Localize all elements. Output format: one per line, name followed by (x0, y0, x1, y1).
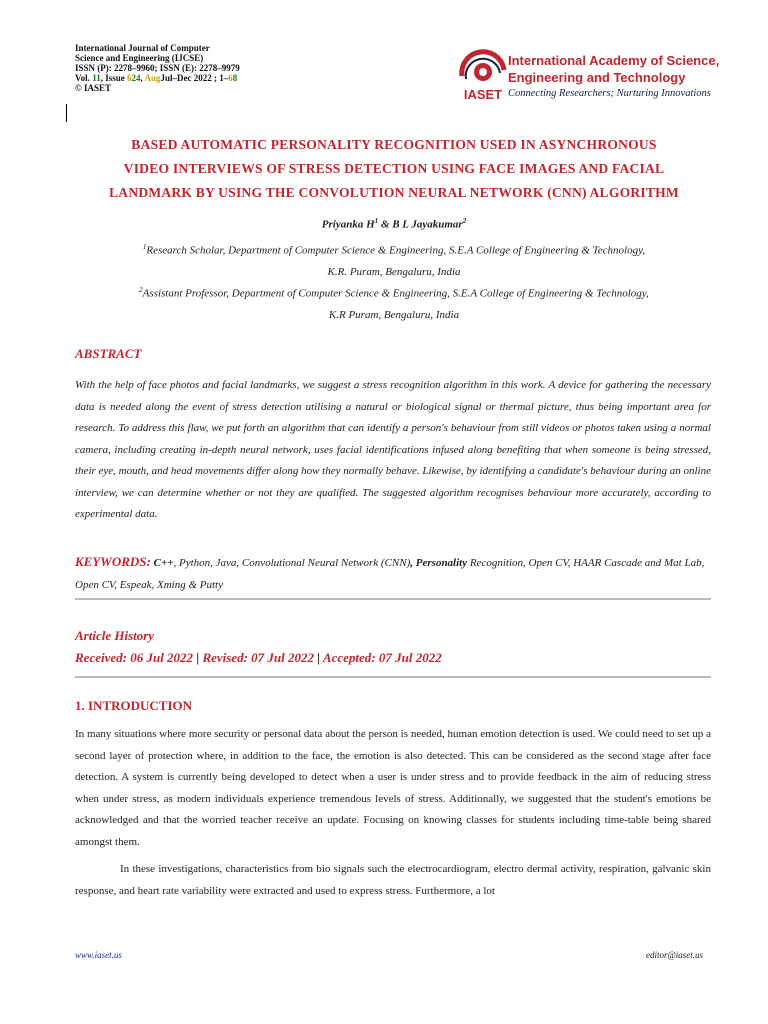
keywords: KEYWORDS: C++, Python, Java, Convolutional Neural Network (CNN), Personality Recognition, Open CV, HAAR Cascade and Mat Lab, Open CV, Espeak, Xming & Putty (75, 554, 705, 591)
org-tagline: Connecting Researchers; Nurturing Innovations (508, 88, 711, 99)
intro-paragraph-1: In many situations where more security or personal data about the person is needed, human emotion detection is used. We could need to set up a second layer of protection where, in addition to the face, the emotion is also detected. This can be considered as the second stage after face detection. A system is currently being developed to detect when a user is under stress and to provide feedback in the aim of reducing stress when under stress, as modern individuals experience tremendous levels of stress. Additionally, we suggested that the student's emotions be acknowledged and that the worried teacher receive an update. Focusing on knowing classes for students including time-table being shared amongst them. (75, 728, 711, 848)
iaset-logo (452, 46, 514, 102)
received-date: 06 Jul 2022 (130, 650, 194, 665)
article-history-heading: Article History (75, 628, 155, 643)
journal-volume: Vol. 11, Issue 624, AugJul–Dec 2022 ; 1–68 (75, 73, 238, 83)
article-dates: Received: 06 Jul 2022 | Revised: 07 Jul 2022 | Accepted: 07 Jul 2022 (75, 650, 442, 665)
org-block (508, 52, 719, 99)
footer-email: editor@iaset.us (646, 950, 704, 960)
title-line3: LANDMARK BY USING THE CONVOLUTION NEURAL NETWORK (CNN) ALGORITHM (109, 185, 679, 200)
author-1: Priyanka H (321, 218, 375, 231)
divider (75, 598, 711, 600)
title-line1: BASED AUTOMATIC PERSONALITY RECOGNITION USED IN ASYNCHRONOUS (131, 137, 657, 152)
journal-name-line2: Science and Engineering (IJCSE) (75, 53, 204, 63)
paper-title (60, 133, 728, 205)
accepted-date: 07 Jul 2022 (378, 650, 442, 665)
journal-info (75, 43, 335, 93)
authors: Priyanka $H^1$ & B L Jayakumar$^2$ (321, 217, 467, 231)
org-name-line2: Engineering and Technology (508, 70, 686, 85)
logo-text: IASET (463, 87, 503, 102)
divider (75, 676, 711, 678)
abstract-text: With the help of face photos and facial landmarks, we suggest a stress recognition algorithm in this work. A device for gathering the necessary data is needed along the event of stress detection utilising a natural or biological signal or thermal picture, thus being important area for research. To address this flaw, we put forth an algorithm that can identify a person's behaviour from still videos or photos taken using a normal camera, including creating in-depth neural network, uses facial identifications infused along benefiting that when someone is being stressed, their eye, mouth, and head movements differ along how they normally behave. Likewise, by identifying a candidate's behaviour during an online interview, we can determine whether or not they are qualified. The suggested algorithm recognises behaviour more accurately, according to experimental data. (75, 379, 711, 520)
journal-name-line1: International Journal of Computer (75, 43, 210, 53)
keywords-label: KEYWORDS: (75, 554, 151, 569)
revised-date: 07 Jul 2022 (251, 650, 315, 665)
intro-paragraph-2: In these investigations, characteristics from bio signals such the electrocardiogram, electro dermal activity, respiration, galvanic skin response, and heart rate variability were extracted and used to express stress. Furthermore, a lot (75, 863, 711, 897)
introduction-heading: 1. INTRODUCTION (75, 698, 193, 713)
affiliation-1: $^1$Research Scholar, Department of Computer Science & Engineering, S.E.A College of Engineering & Technology, K.R. Puram, Bengaluru, India (142, 243, 646, 278)
title-line2: VIDEO INTERVIEWS OF STRESS DETECTION USING FACE IMAGES AND FACIAL (123, 161, 665, 176)
journal-issn: ISSN (P): 2278–9960; ISSN (E): 2278–9979 (75, 63, 240, 73)
author-2: & B L Jayakumar (378, 218, 463, 231)
journal-copyright: © IASET (75, 83, 111, 93)
text-cursor (66, 104, 67, 122)
abstract-heading: ABSTRACT (75, 346, 142, 361)
affiliation-2: $^2$Assistant Professor, Department of Computer Science & Engineering, S.E.A College of Engineering & Technology, K.R Puram, Bengaluru, India (139, 286, 649, 321)
footer-website-link[interactable]: www.iaset.us (75, 950, 122, 960)
org-name-line1: International Academy of Science, (508, 53, 720, 68)
